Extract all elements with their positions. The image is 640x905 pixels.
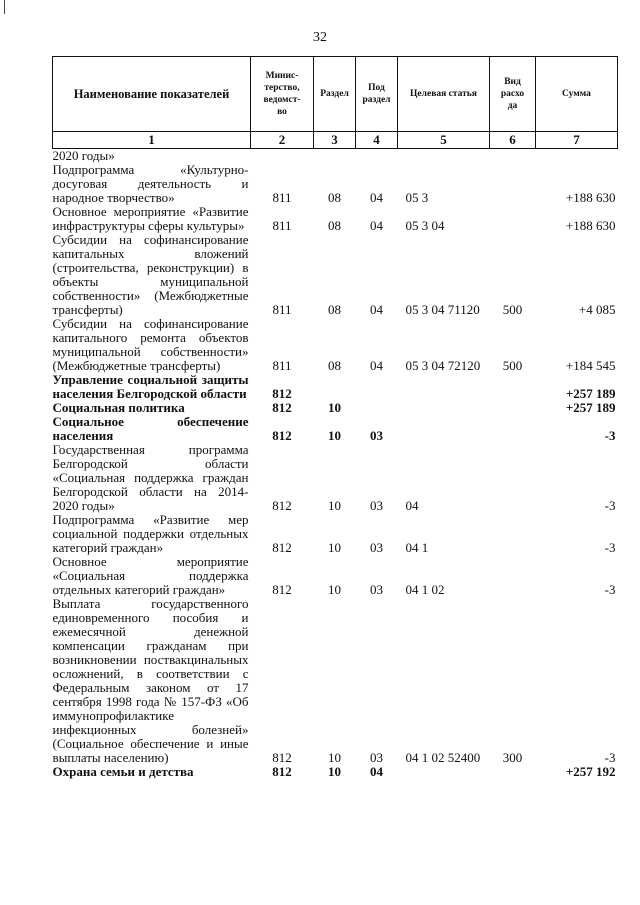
row-section: 10 <box>328 540 341 555</box>
row-ministry: 812 <box>272 764 292 779</box>
row-target-article: 04 1 02 <box>405 582 445 597</box>
table-row <box>53 317 618 373</box>
row-subsection: 03 <box>370 750 383 765</box>
row-name <box>53 373 251 401</box>
row-name-line: осложнений, в соответствии с <box>52 666 249 681</box>
col-number: 2 <box>251 132 314 149</box>
row-expense-type <box>490 149 536 164</box>
col-header-type: Вид расхо да <box>490 57 536 132</box>
row-name-line: ежемесячной денежной <box>52 624 249 639</box>
page-number: 32 <box>313 30 327 45</box>
row-name-line: Подпрограмма «Развитие мер <box>52 512 249 527</box>
row-name-line: Белгородской области на 2014- <box>52 484 249 499</box>
row-subsection <box>356 373 398 401</box>
row-name-line: (Межбюджетные трансферты) <box>52 358 221 373</box>
row-name-line: капитальных вложений <box>52 246 249 261</box>
col-header-ministry: Минис- терство, ведомст- во <box>251 57 314 132</box>
margin-mark <box>4 0 5 14</box>
table-row <box>53 233 618 317</box>
row-expense-type <box>490 765 536 779</box>
row-section: 08 <box>328 190 341 205</box>
row-name-line: Федеральным законом от 17 <box>52 680 249 695</box>
row-name <box>53 513 251 555</box>
table-row <box>53 513 618 555</box>
row-name <box>53 163 251 205</box>
row-target-article: 05 3 04 71120 <box>405 302 480 317</box>
table-row <box>53 415 618 443</box>
row-subsection <box>356 149 398 164</box>
table-row <box>53 163 618 205</box>
row-name <box>53 555 251 597</box>
row-sum: -3 <box>604 428 616 443</box>
row-name-line: компенсации гражданам при <box>52 638 249 653</box>
row-expense-type <box>490 443 536 513</box>
row-expense-type: 500 <box>502 358 523 373</box>
row-name-line: Субсидии на софинансирование <box>52 316 249 331</box>
row-ministry: 812 <box>272 386 292 401</box>
row-expense-type <box>490 373 536 401</box>
row-name-line: «Социальная поддержка <box>52 568 249 583</box>
col-number: 1 <box>53 132 251 149</box>
row-name-line: (строительства, реконструкции) в <box>52 260 249 275</box>
row-expense-type <box>490 513 536 555</box>
row-name-line: социальной поддержки отдельных <box>52 526 249 541</box>
row-name-line: Белгородской области <box>52 456 249 471</box>
row-ministry: 812 <box>272 428 292 443</box>
row-ministry: 812 <box>272 582 292 597</box>
row-ministry: 812 <box>272 750 292 765</box>
row-name-line: Управление социальной защиты <box>52 372 249 387</box>
row-target-article: 04 <box>405 498 419 513</box>
row-section: 08 <box>328 358 341 373</box>
row-section <box>314 373 356 401</box>
row-ministry: 812 <box>272 498 292 513</box>
row-section: 10 <box>328 400 341 415</box>
col-number: 7 <box>536 132 618 149</box>
row-name-line: (Социальное обеспечение и иные <box>52 736 249 751</box>
row-ministry: 811 <box>272 358 292 373</box>
row-name-line: Государственная программа <box>52 442 249 457</box>
row-expense-type <box>490 205 536 233</box>
row-target-article <box>398 765 490 779</box>
row-sum: +257 189 <box>565 400 616 415</box>
row-ministry: 811 <box>272 218 292 233</box>
row-name-line: инфраструктуры сферы культуры» <box>52 218 245 233</box>
col-number: 6 <box>490 132 536 149</box>
row-target-article: 04 1 02 52400 <box>405 750 481 765</box>
row-subsection: 04 <box>370 764 383 779</box>
col-header-sum: Сумма <box>536 57 618 132</box>
row-name <box>53 765 251 779</box>
row-name-line: категорий граждан» <box>52 540 164 555</box>
row-subsection: 04 <box>370 190 383 205</box>
table-row <box>53 401 618 415</box>
table-body <box>53 149 618 780</box>
row-name <box>53 415 251 443</box>
row-name-line: населения Белгородской области <box>52 386 247 401</box>
row-sum: +184 545 <box>565 358 616 373</box>
row-section: 10 <box>328 582 341 597</box>
col-number: 4 <box>356 132 398 149</box>
row-subsection: 03 <box>370 582 383 597</box>
row-subsection: 03 <box>370 428 383 443</box>
row-section <box>314 149 356 164</box>
row-name-line: капитального ремонта объектов <box>52 330 249 345</box>
row-sum: +188 630 <box>565 218 616 233</box>
row-name-line: единовременного пособия и <box>52 610 249 625</box>
col-header-name: Наименование показателей <box>53 57 251 132</box>
table-row <box>53 597 618 765</box>
table-row <box>53 149 618 164</box>
row-sum: -3 <box>604 498 616 513</box>
row-expense-type <box>490 415 536 443</box>
row-name <box>53 443 251 513</box>
row-name-line: Подпрограмма «Культурно- <box>52 162 249 177</box>
row-name-line: Основное мероприятие «Развитие <box>52 204 249 219</box>
col-header-section: Раздел <box>314 57 356 132</box>
row-name-line: возникновении поствакцинальных <box>52 652 249 667</box>
row-name-line: муниципальной собственности» <box>52 344 249 359</box>
row-name-line: «Социальная поддержка граждан <box>52 470 249 485</box>
row-sum: -3 <box>604 540 616 555</box>
row-ministry: 812 <box>272 540 292 555</box>
row-name-line: отдельных категорий граждан» <box>52 582 226 597</box>
column-number-row <box>53 132 618 149</box>
row-subsection: 04 <box>370 302 383 317</box>
row-name-line: трансферты) <box>52 302 123 317</box>
row-name-line: Субсидии на софинансирование <box>52 232 249 247</box>
row-name <box>53 317 251 373</box>
row-ministry: 811 <box>272 302 292 317</box>
row-name-line: Социальное обеспечение <box>52 414 249 429</box>
row-name-line: сентября 1998 года № 157-ФЗ «Об <box>52 694 249 709</box>
row-sum <box>536 149 618 164</box>
row-name <box>53 233 251 317</box>
row-section: 10 <box>328 750 341 765</box>
budget-table <box>52 56 618 779</box>
row-name-line: Основное мероприятие <box>52 554 249 569</box>
row-section: 08 <box>328 302 341 317</box>
table-row <box>53 555 618 597</box>
row-target-article <box>398 415 490 443</box>
row-name-line: досуговая деятельность и <box>52 176 249 191</box>
row-ministry: 812 <box>272 400 292 415</box>
row-name-line: иммунопрофилактике <box>52 708 175 723</box>
table-row <box>53 443 618 513</box>
row-name <box>53 149 251 164</box>
table-row <box>53 205 618 233</box>
row-subsection: 03 <box>370 498 383 513</box>
col-header-subsection: Под раздел <box>356 57 398 132</box>
row-section: 10 <box>328 428 341 443</box>
row-expense-type <box>490 401 536 415</box>
row-name-line: Выплата государственного <box>52 596 249 611</box>
row-name-line: объекты муниципальной <box>52 274 249 289</box>
table-header-row <box>53 57 618 132</box>
row-subsection: 04 <box>370 218 383 233</box>
row-subsection: 04 <box>370 358 383 373</box>
row-name <box>53 205 251 233</box>
row-expense-type: 300 <box>502 750 523 765</box>
row-target-article: 05 3 04 <box>405 218 445 233</box>
row-name-line: населения <box>52 428 114 443</box>
row-section: 10 <box>328 764 341 779</box>
row-name-line: народное творчество» <box>52 190 175 205</box>
row-subsection: 03 <box>370 540 383 555</box>
row-name-line: Охрана семьи и детства <box>52 764 194 779</box>
row-ministry <box>251 149 314 164</box>
row-name-line: выплаты населению) <box>52 750 169 765</box>
row-name-line: Социальная политика <box>52 400 185 415</box>
row-sum: -3 <box>604 750 616 765</box>
row-name-line: инфекционных болезней» <box>52 722 249 737</box>
col-number: 3 <box>314 132 356 149</box>
row-name-line: 2020 годы» <box>52 148 115 163</box>
row-target-article: 05 3 <box>405 190 429 205</box>
row-target-article: 04 1 <box>405 540 429 555</box>
table-row <box>53 373 618 401</box>
row-sum: +257 189 <box>565 386 616 401</box>
row-sum: +4 085 <box>578 302 616 317</box>
col-header-target: Целевая статья <box>398 57 490 132</box>
row-ministry: 811 <box>272 190 292 205</box>
row-sum: +188 630 <box>565 190 616 205</box>
table-row <box>53 765 618 779</box>
row-target-article <box>398 373 490 401</box>
row-name-line: собственности» (Межбюджетные <box>52 288 249 303</box>
row-target-article <box>398 149 490 164</box>
budget-table-container <box>52 56 617 779</box>
row-name <box>53 597 251 765</box>
row-sum: +257 192 <box>565 764 616 779</box>
row-section: 10 <box>328 498 341 513</box>
row-name-line: 2020 годы» <box>52 498 115 513</box>
row-sum: -3 <box>604 582 616 597</box>
row-expense-type <box>490 555 536 597</box>
row-expense-type: 500 <box>502 302 523 317</box>
col-number: 5 <box>398 132 490 149</box>
row-target-article: 05 3 04 72120 <box>405 358 481 373</box>
row-subsection <box>356 401 398 415</box>
row-name <box>53 401 251 415</box>
row-target-article <box>398 401 490 415</box>
row-section: 08 <box>328 218 341 233</box>
row-expense-type <box>490 163 536 205</box>
